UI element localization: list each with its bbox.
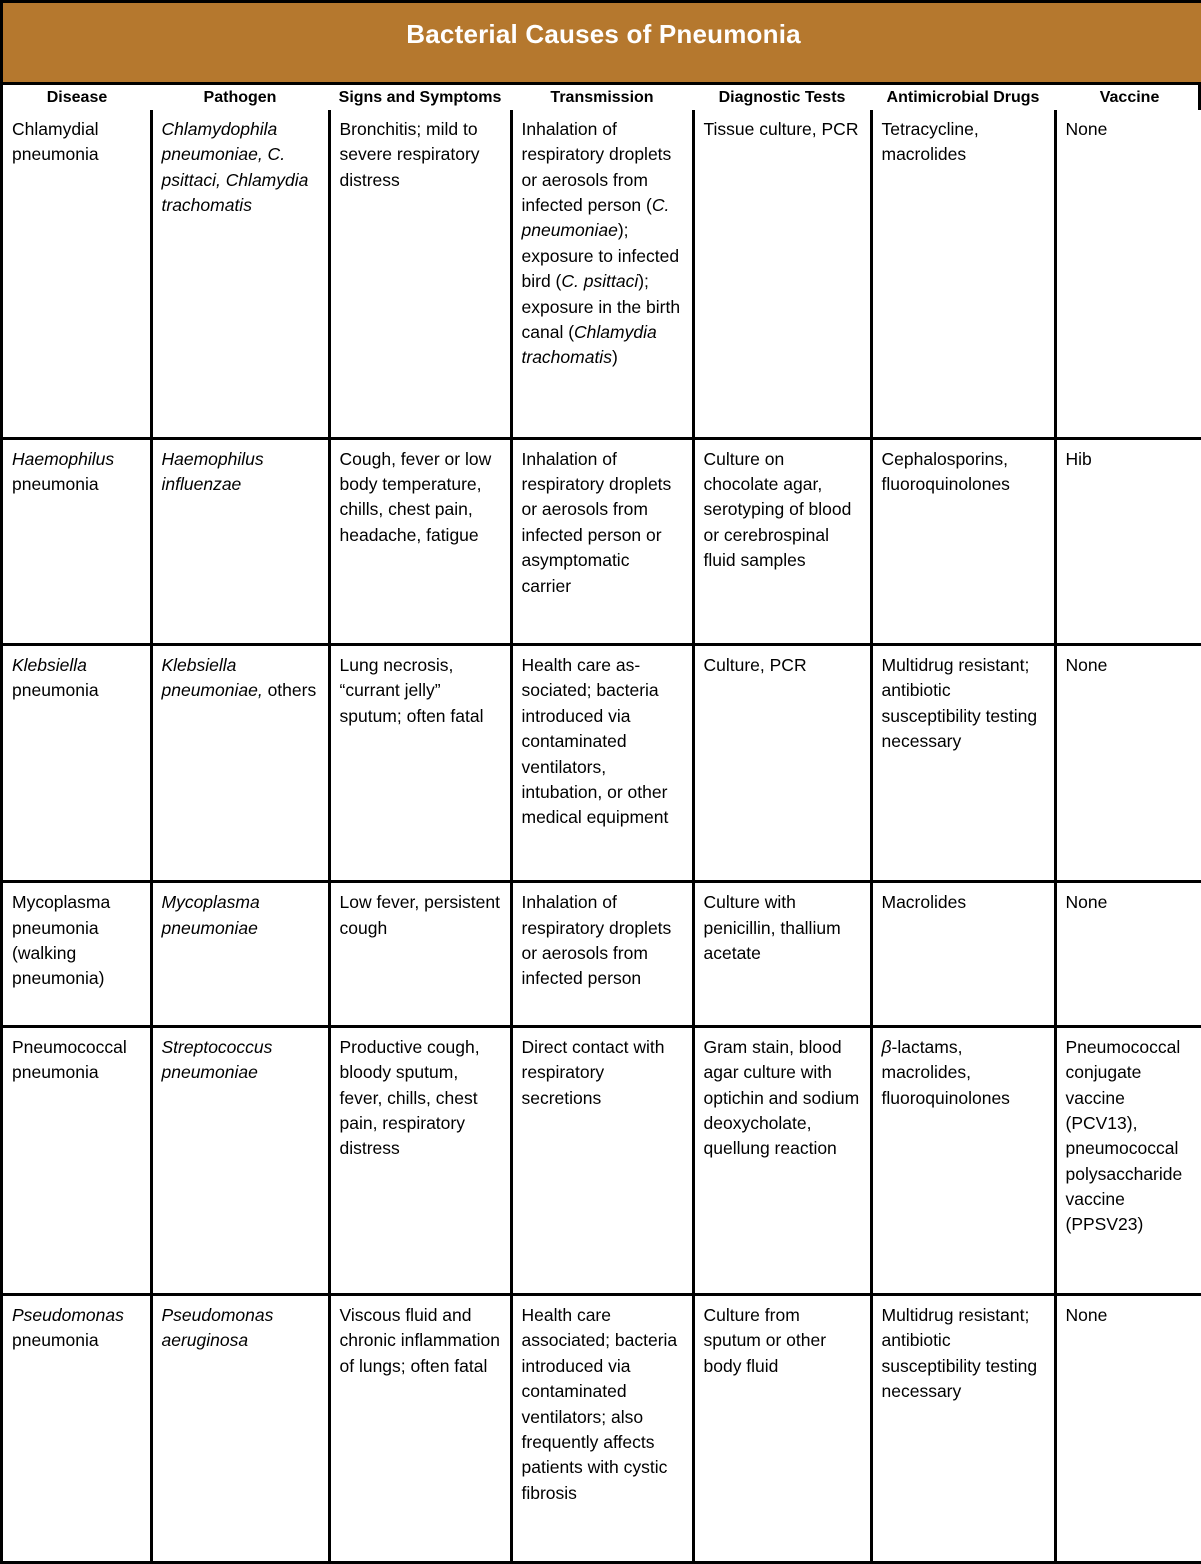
cell-disease: Mycoplasma pneumonia (walking pneumonia) bbox=[3, 882, 151, 1026]
column-header-drugs: Antimicrobial Drugs bbox=[886, 88, 1040, 106]
cell-drugs: Tetracycline, macrolides bbox=[871, 110, 1055, 438]
table-header-row bbox=[3, 84, 1201, 110]
cell-diagnostic: Culture on chocolate agar, serotyping of blood or cerebrospinal fluid samples bbox=[693, 438, 871, 644]
cell-diagnostic: Tissue culture, PCR bbox=[693, 110, 871, 438]
cell-pathogen: Klebsiella pneumoniae, others bbox=[151, 645, 329, 882]
cell-transmission: Health care associated; bacteria introduced via contaminated ventilators; also frequently affects patients with cystic fibrosis bbox=[511, 1295, 693, 1561]
table-title-row bbox=[3, 3, 1201, 84]
cell-drugs: Multidrug resistant; antibiotic susceptibility testing necessary bbox=[871, 645, 1055, 882]
bacterial-pneumonia-table bbox=[3, 3, 1201, 1561]
cell-pathogen: Pseudomonas aeruginosa bbox=[151, 1295, 329, 1561]
cell-disease: Pseudomonas pneumonia bbox=[3, 1295, 151, 1561]
column-header-vaccine: Vaccine bbox=[1099, 88, 1160, 106]
cell-diagnostic: Culture with penicillin, thallium acetate bbox=[693, 882, 871, 1026]
cell-disease: Chlamydial pneumonia bbox=[3, 110, 151, 438]
cell-signs: Low fever, persistent cough bbox=[329, 882, 511, 1026]
cell-drugs: Multidrug resistant; antibiotic susceptibility testing necessary bbox=[871, 1295, 1055, 1561]
cell-transmission: Inhalation of respiratory droplets or aerosols from infected person or asymptomatic carrier bbox=[511, 438, 693, 644]
cell-vaccine: Hib bbox=[1055, 438, 1201, 644]
cell-drugs: β-lactams, macrolides, fluoroquinolones bbox=[871, 1026, 1055, 1294]
table-body bbox=[3, 3, 1201, 1561]
column-header-disease: Disease bbox=[46, 88, 108, 106]
cell-disease: Pneumococcal pneumonia bbox=[3, 1026, 151, 1294]
table-row bbox=[3, 1026, 1201, 1294]
table-row bbox=[3, 1295, 1201, 1561]
column-header-signs: Signs and Symptoms bbox=[338, 88, 502, 106]
cell-diagnostic: Culture from sputum or other body fluid bbox=[693, 1295, 871, 1561]
cell-vaccine: Pneumococcal conjugate vaccine (PCV13), pneumococcal polysaccharide vaccine (PPSV23) bbox=[1055, 1026, 1201, 1294]
table-row bbox=[3, 645, 1201, 882]
cell-vaccine: None bbox=[1055, 882, 1201, 1026]
cell-signs: Productive cough, bloody sputum, fever, chills, chest pain, respiratory distress bbox=[329, 1026, 511, 1294]
cell-pathogen: Streptococcus pneumoniae bbox=[151, 1026, 329, 1294]
cell-drugs: Macrolides bbox=[871, 882, 1055, 1026]
cell-pathogen: Mycoplasma pneumoniae bbox=[151, 882, 329, 1026]
cell-pathogen: Chlamydophila pneumoniae, C. psittaci, Chlamydia trachomatis bbox=[151, 110, 329, 438]
cell-signs: Viscous fluid and chronic inflammation of lungs; often fatal bbox=[329, 1295, 511, 1561]
column-header-diagnostic: Diagnostic Tests bbox=[718, 88, 846, 106]
cell-diagnostic: Culture, PCR bbox=[693, 645, 871, 882]
cell-pathogen: Haemophilus influenzae bbox=[151, 438, 329, 644]
cell-vaccine: None bbox=[1055, 110, 1201, 438]
table-row bbox=[3, 438, 1201, 644]
column-header-transmission: Transmission bbox=[550, 88, 654, 106]
cell-transmission: Health care associated; bacteria introduced via contaminated ventilators, intubation, or other medical equipment bbox=[511, 645, 693, 882]
cell-transmission: Inhalation of respiratory droplets or aerosols from infected person bbox=[511, 882, 693, 1026]
cell-drugs: Cephalosporins, fluoroquinolones bbox=[871, 438, 1055, 644]
table-row bbox=[3, 110, 1201, 438]
table-row bbox=[3, 882, 1201, 1026]
cell-diagnostic: Gram stain, blood agar culture with optichin and sodium deoxycholate, quellung reaction bbox=[693, 1026, 871, 1294]
cell-vaccine: None bbox=[1055, 645, 1201, 882]
cell-signs: Lung necrosis, “currant jelly” sputum; often fatal bbox=[329, 645, 511, 882]
cell-signs: Cough, fever or low body temperature, chills, chest pain, headache, fatigue bbox=[329, 438, 511, 644]
cell-disease: Haemophilus pneumonia bbox=[3, 438, 151, 644]
cell-transmission: Direct contact with respiratory secretions bbox=[511, 1026, 693, 1294]
cell-disease: Klebsiella pneumonia bbox=[3, 645, 151, 882]
column-header-pathogen: Pathogen bbox=[203, 88, 277, 106]
cell-signs: Bronchitis; mild to severe respiratory distress bbox=[329, 110, 511, 438]
cell-vaccine: None bbox=[1055, 1295, 1201, 1561]
table-title: Bacterial Causes of Pneumonia bbox=[3, 3, 1201, 84]
cell-transmission: Inhalation of respiratory droplets or aerosols from infected person (C. pneumoniae); exposure to infected bird (C. psittaci); exposure in the birth canal (Chlamydia trachomatis) bbox=[511, 110, 693, 438]
